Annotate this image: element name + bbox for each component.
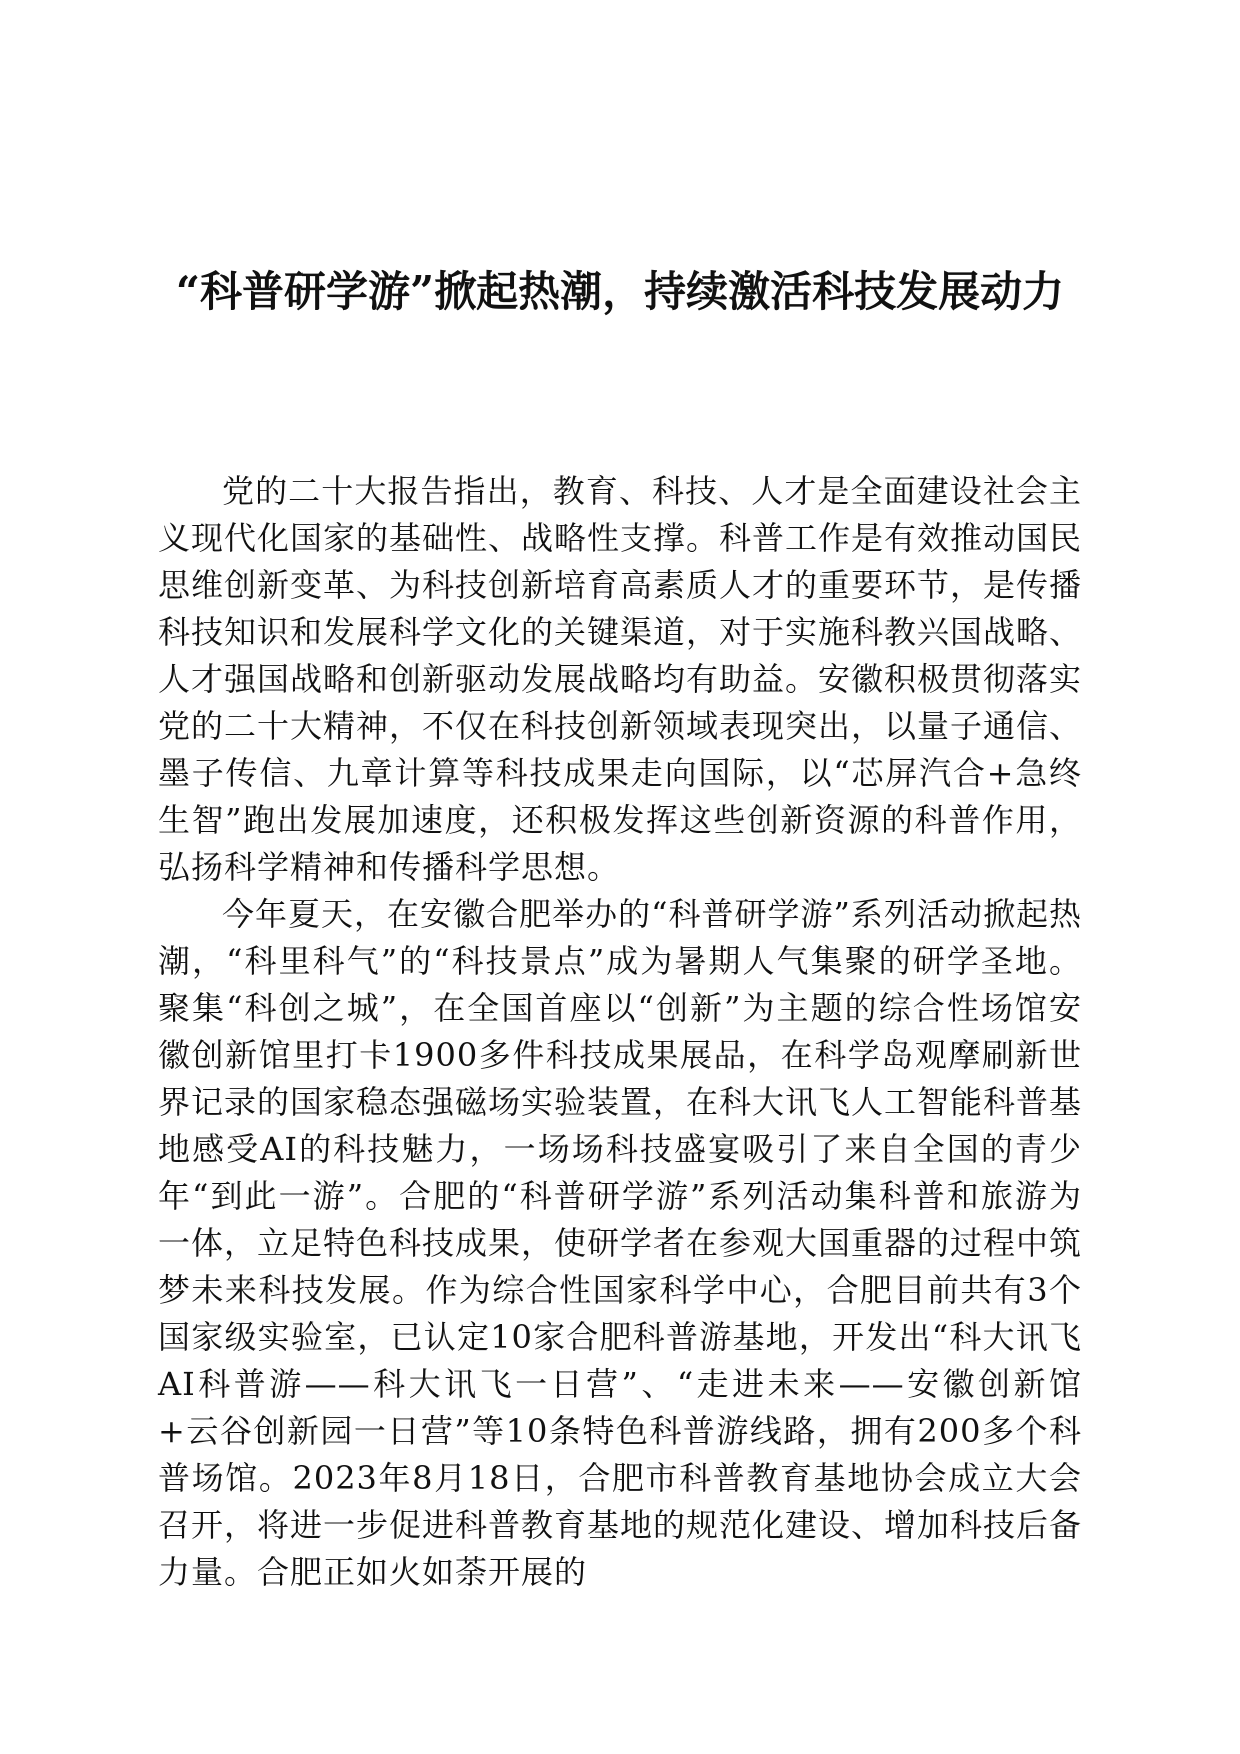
document-title: “科普研学游”掀起热潮，持续激活科技发展动力 [175, 267, 1065, 316]
paragraph-2: 今年夏天，在安徽合肥举办的“科普研学游”系列活动掀起热潮，“科里科气”的“科技景点”成为暑期人气集聚的研学圣地。聚集“科创之城”，在全国首座以“创新”为主题的综合性场馆安徽创新馆里打卡1900多件科技成果展品，在科学岛观摩刷新世界记录的国家稳态强磁场实验装置，在科大讯飞人工智能科普基地感受AI的科技魅力，一场场科技盛宴吸引了来自全国的青少年“到此一游”。合肥的“科普研学游”系列活动集科普和旅游为一体，立足特色科技成果，使研学者在参观大国重器的过程中筑梦未来科技发展。作为综合性国家科学中心，合肥目前共有3个国家级实验室，已认定10家合肥科普游基地，开发出“科大讯飞AI科普游——科大讯飞一日营”、“走进未来——安徽创新馆+云谷创新园一日营”等10条特色科普游线路，拥有200多个科普场馆。2023年8月18日，合肥市科普教育基地协会成立大会召开，将进一步促进科普教育基地的规范化建设、增加科技后备力量。合肥正如火如荼开展的 [158, 895, 1083, 1591]
paragraph-1: 党的二十大报告指出，教育、科技、人才是全面建设社会主义现代化国家的基础性、战略性支撑。科普工作是有效推动国民思维创新变革、为科技创新培育高素质人才的重要环节，是传播科技知识和发展科学文化的关键渠道，对于实施科教兴国战略、人才强国战略和创新驱动发展战略均有助益。安徽积极贯彻落实党的二十大精神，不仅在科技创新领域表现突出，以量子通信、墨子传信、九章计算等科技成果走向国际，以“芯屏汽合+急终生智”跑出发展加速度，还积极发挥这些创新资源的科普作用，弘扬科学精神和传播科学思想。 [158, 472, 1083, 886]
document-body [158, 468, 1082, 1596]
